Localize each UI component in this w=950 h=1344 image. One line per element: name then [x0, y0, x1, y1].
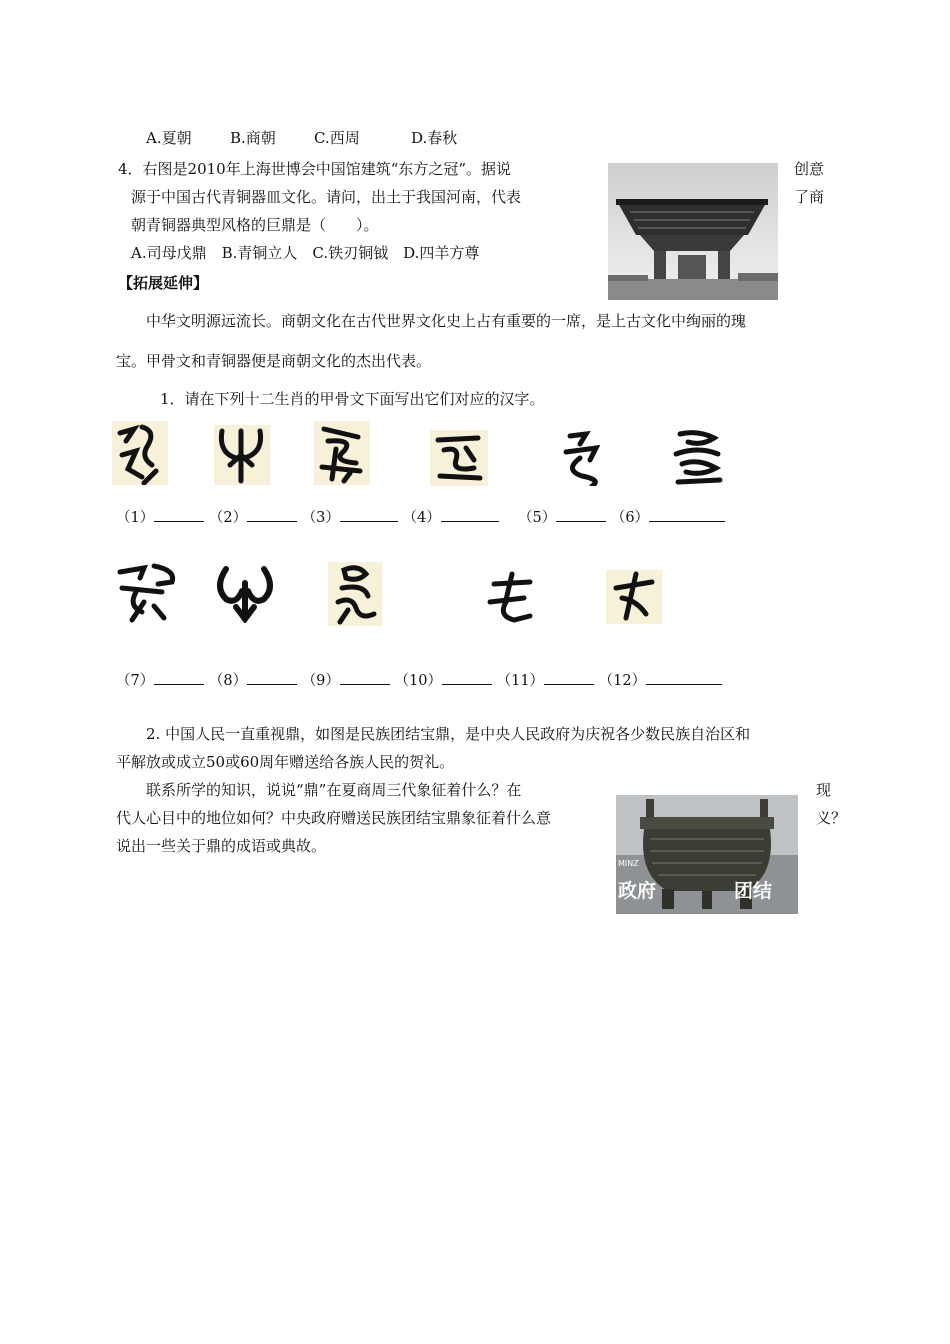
oracle-glyph-1 [112, 421, 168, 485]
label-7: （7） [116, 673, 155, 689]
q4-line1: 4．右图是2010年上海世博会中国馆建筑“东方之冠”。据说 [118, 160, 512, 178]
answer-blank-1[interactable] [154, 507, 204, 522]
answer-blank-2[interactable] [247, 507, 297, 522]
banner-text-small: MINZ [618, 859, 639, 868]
china-pavilion-photo [608, 163, 778, 300]
answer-blank-12[interactable] [646, 670, 722, 685]
task2-line3-right: 现 [816, 781, 832, 799]
oracle-glyph-4 [430, 430, 488, 486]
answer-blank-8[interactable] [247, 670, 297, 685]
q4-line2-right: 了商 [794, 188, 825, 206]
oracle-glyph-6 [668, 428, 728, 486]
q3-option-a: A.夏朝 [146, 129, 192, 147]
label-4: （4） [402, 510, 441, 526]
label-8: （8） [208, 673, 248, 689]
answer-blank-11[interactable] [544, 670, 594, 685]
label-2: （2） [208, 510, 248, 526]
q4-line3: 朝青铜器典型风格的巨鼎是（ ）。 [131, 216, 379, 234]
label-5: （5） [517, 510, 557, 526]
task2-line2: 平解放或成立50或60周年赠送给各族人民的贺礼。 [116, 753, 455, 771]
task2-line3: 联系所学的知识，说说“鼎”在夏商周三代象征着什么？在 [146, 781, 522, 799]
label-10: （10） [394, 673, 442, 689]
answer-blank-5[interactable] [556, 507, 606, 522]
q4-line2: 源于中国古代青铜器皿文化。请问，出土于我国河南，代表 [131, 188, 522, 206]
intro-line2: 宝。甲骨文和青铜器便是商朝文化的杰出代表。 [116, 352, 432, 370]
q3-option-d: D.春秋 [411, 129, 458, 147]
oracle-glyph-2 [214, 425, 270, 485]
blanks-row-1 [116, 507, 725, 528]
label-6: （6） [610, 510, 650, 526]
oracle-glyph-3 [314, 421, 370, 485]
section-title: 【拓展延伸】 [118, 274, 209, 292]
answer-blank-9[interactable] [340, 670, 390, 685]
task2-line4: 代人心目中的地位如何？中央政府赠送民族团结宝鼎象征着什么意 [116, 809, 552, 827]
unity-ding-photo [616, 795, 798, 914]
label-1: （1） [116, 510, 155, 526]
banner-text-right: 团结 [734, 880, 773, 902]
q4-line1-right: 创意 [794, 160, 825, 178]
answer-blank-4[interactable] [441, 507, 499, 522]
q3-option-b: B.商朝 [230, 129, 276, 147]
intro-line1: 中华文明源远流长。商朝文化在古代世界文化史上占有重要的一席，是上古文化中绚丽的瑰 [146, 312, 747, 330]
q3-option-c: C.西周 [314, 129, 360, 147]
answer-blank-7[interactable] [154, 670, 204, 685]
q4-options: A.司母戊鼎 B.青铜立人 C.铁刃铜钺 D.四羊方尊 [131, 244, 480, 262]
label-9: （9） [301, 673, 340, 689]
banner-text-left: 政府 [618, 880, 657, 902]
label-11: （11） [496, 673, 545, 689]
task2-line5: 说出一些关于鼎的成语或典故。 [116, 837, 327, 855]
answer-blank-6[interactable] [649, 507, 725, 522]
oracle-glyph-5 [556, 430, 608, 486]
answer-blank-3[interactable] [340, 507, 398, 522]
oracle-glyph-7 [114, 562, 184, 624]
label-12: （12） [598, 673, 647, 689]
oracle-glyph-8 [212, 563, 278, 623]
oracle-glyph-10 [484, 570, 540, 626]
oracle-glyph-11 [606, 570, 662, 624]
task2-line4-right: 义？ [816, 809, 847, 827]
task2-line1: 2. 中国人民一直重视鼎，如图是民族团结宝鼎，是中央人民政府为庆祝各少数民族自治区和 [146, 725, 751, 743]
task1-instruction: 1．请在下列十二生肖的甲骨文下面写出它们对应的汉字。 [160, 390, 545, 408]
blanks-row-2 [116, 670, 722, 691]
label-3: （3） [301, 510, 340, 526]
oracle-glyph-9 [328, 562, 382, 626]
answer-blank-10[interactable] [442, 670, 492, 685]
